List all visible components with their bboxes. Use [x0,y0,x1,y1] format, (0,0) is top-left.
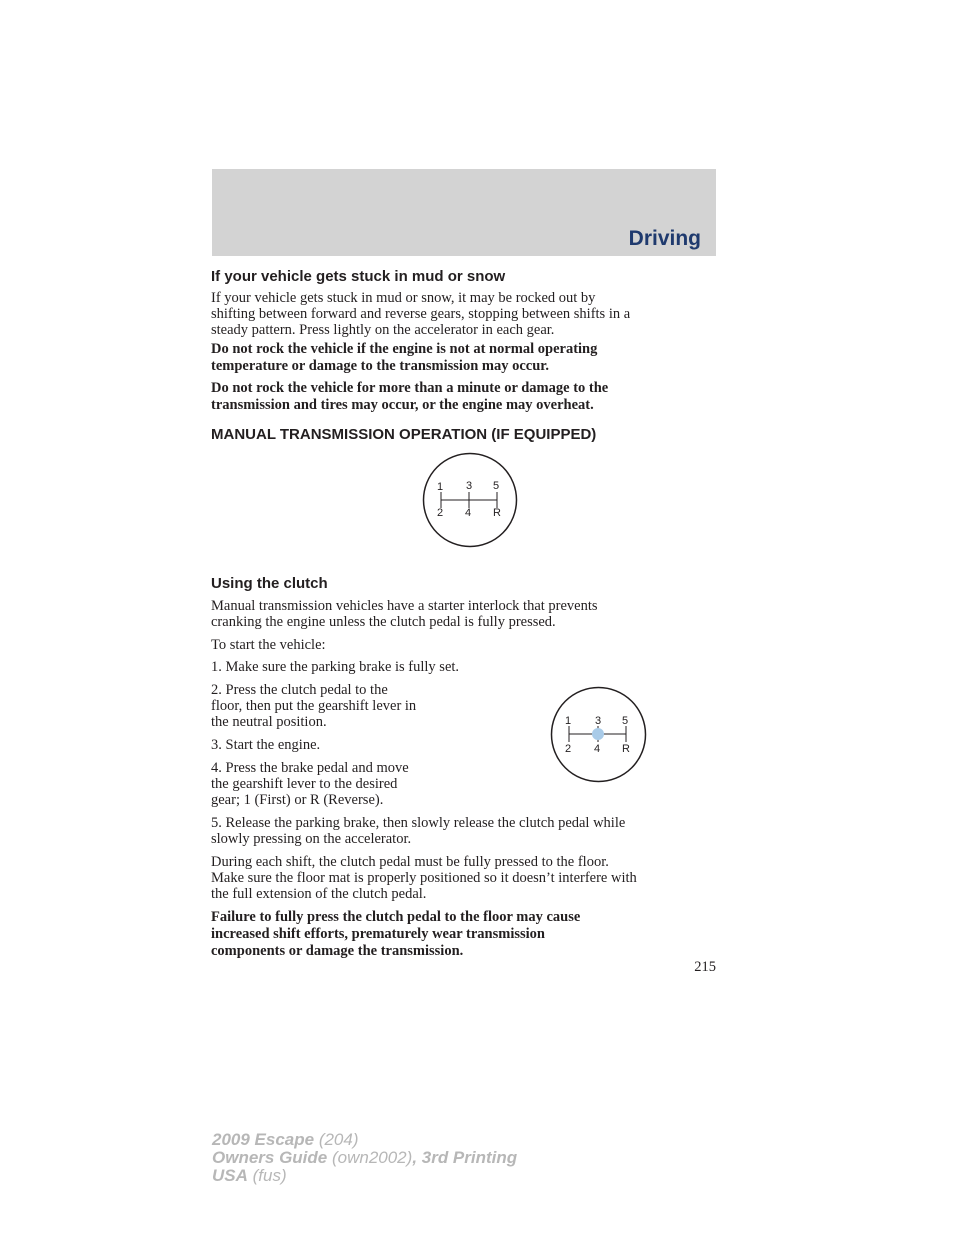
text-line: slowly pressing on the accelerator. [211,831,412,847]
warning-clutch [211,909,717,960]
text-line: During each shift, the clutch pedal must be fully pressed to the floor. [211,854,609,870]
text-line: To start the vehicle: [211,637,326,653]
step-1 [211,659,717,675]
gear-label-4: 4 [594,743,601,755]
text-line: Do not rock the vehicle for more than a minute or damage to the [211,380,609,396]
footer-market-code: (fus) [247,1166,287,1185]
text-line: increased shift efforts, prematurely wear transmission [211,926,545,942]
gear-label-5: 5 [493,480,500,492]
text-line: shifting between forward and reverse gears, stopping between shifts in a [211,306,631,322]
section-title: Driving [628,227,701,250]
stuck-paragraph [211,290,717,338]
text-line: steady pattern. Press lightly on the accelerator in each gear. [211,322,555,338]
stuck-heading-block [211,268,717,286]
warning-rock-temperature [211,341,717,375]
text-line: the gearshift lever to the desired [211,776,398,792]
step-4 [211,760,471,808]
footer-model-code: (204) [314,1130,359,1149]
text-line: 1. Make sure the parking brake is fully set. [211,659,460,675]
text-line: the full extension of the clutch pedal. [211,886,427,902]
gear-label-3: 3 [595,715,602,727]
to-start-line [211,637,717,653]
manual-transmission-heading-block [211,426,717,444]
gear-label-4: 4 [465,507,472,519]
text-line: 2. Press the clutch pedal to the [211,682,388,698]
text-line: Make sure the floor mat is properly positioned so it doesn’t interfere with [211,870,637,886]
gear-label-1: 1 [565,715,572,727]
step-3 [211,737,471,753]
using-clutch-heading-block [211,575,717,593]
manual-transmission-heading: MANUAL TRANSMISSION OPERATION (IF EQUIPPED) [211,426,597,443]
neutral-position-diagram [550,686,647,783]
text-line: If your vehicle gets stuck in mud or snow, it may be rocked out by [211,290,596,306]
footer-guide-code: (own2002) [327,1148,413,1167]
gear-label-r: R [493,507,501,519]
section-header-band [212,169,716,256]
footer-line-1 [212,1131,517,1149]
footer-printing: , 3rd Printing [412,1148,518,1167]
shift-pattern-diagram [422,452,518,548]
gear-label-3: 3 [466,480,473,492]
footer-line-2 [212,1149,517,1167]
text-line: components or damage the transmission. [211,943,464,959]
text-line: cranking the engine unless the clutch pedal is fully pressed. [211,614,556,630]
text-line: Failure to fully press the clutch pedal to the floor may cause [211,909,581,925]
gear-label-5: 5 [622,715,629,727]
gear-label-r: R [622,743,630,755]
text-line: 5. Release the parking brake, then slowly release the clutch pedal while [211,815,626,831]
gear-label-1: 1 [437,481,444,493]
footer-model: 2009 Escape [212,1130,315,1149]
text-line: 4. Press the brake pedal and move [211,760,409,776]
during-shift-paragraph [211,854,717,902]
stuck-heading: If your vehicle gets stuck in mud or snow [211,268,506,285]
text-line: temperature or damage to the transmission may occur. [211,358,550,374]
step-2 [211,682,471,730]
page-number: 215 [694,959,716,975]
gear-label-2: 2 [437,507,444,519]
gear-label-2: 2 [565,743,572,755]
text-line: Do not rock the vehicle if the engine is not at normal operating [211,341,598,357]
text-line: transmission and tires may occur, or the engine may overheat. [211,397,594,413]
interlock-paragraph [211,598,717,630]
text-line: 3. Start the engine. [211,737,321,753]
using-clutch-heading: Using the clutch [211,575,328,592]
text-line: floor, then put the gearshift lever in [211,698,417,714]
text-line: gear; 1 (First) or R (Reverse). [211,792,384,808]
footer-guide: Owners Guide [212,1148,328,1167]
document-footer [212,1131,517,1185]
footer-line-3 [212,1167,517,1185]
step-5 [211,815,717,847]
text-line: the neutral position. [211,714,327,730]
warning-rock-duration [211,380,717,414]
neutral-indicator-dot [592,728,604,740]
text-line: Manual transmission vehicles have a starter interlock that prevents [211,598,598,614]
footer-market: USA [212,1166,248,1185]
